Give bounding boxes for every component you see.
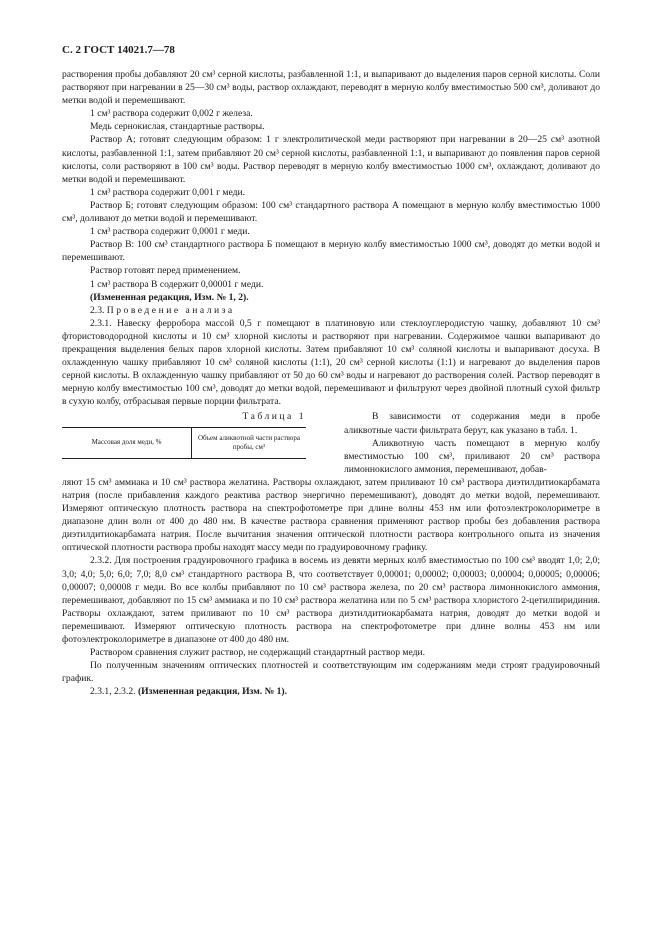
paragraph: В зависимости от содержания меди в пробе аликвотные части фильтрата берут, как указано в табл. 1.: [344, 411, 600, 436]
paragraph: Раствор В: 100 см³ стандартного раствора Б помещают в мерную колбу вместимостью 1000 см³, доводят до метки водой и перемешивают.: [62, 239, 600, 264]
document-page: [62, 44, 600, 699]
paragraph: 1 см³ раствора содержит 0,002 г железа.: [90, 108, 253, 120]
paragraph: 1 см³ раствора содержит 0,0001 г меди.: [90, 226, 250, 238]
body-text: [62, 68, 600, 699]
table-section: [62, 410, 600, 475]
side-text: [344, 410, 600, 475]
paragraph-2-3-1: 2.3.1. Навеску ферробора массой 0,5 г помещают в платиновую или стеклоуглеродистую чашку, добавляют 10 см³ фтористоводородной кислоты и 10 см³ хлорной кислоты и растворяют при нагревании. Содержимое чашки выпаривают до прекращения выделения белых паров хлорной кислоты. Затем прибавляют 10 см³ соляной кислоты и выпаривают досуха. В охлажденную чашку прибавляют 10 см³ соляной кислоты (1:1), 20 см³ серной кислоты (1:1) и нагревают до выделения паров серной кислоты. В охлажденную чашку прибавляют от 50 до 60 см³ воды и нагревают до растворения солей. Раствор переводят в мерную колбу вместимостью 100 см³, доводят до метки водой, перемешивают и фильтруют через двойной плотный сухой фильтр в сухую колбу, отбрасывая первые порции фильтрата.: [62, 317, 600, 408]
paragraph: растворения пробы добавляют 20 см³ серной кислоты, разбавленной 1:1, и выпаривают до выделения паров серной кислоты. Соли растворяют при нагревании в 25—30 см³ воды, раствор охлаждают, переводят в мерную колбу вместимостью 500 см³, доливают до метки водой и перемешивают.: [62, 69, 600, 107]
paragraph: Раствором сравнения служит раствор, не содержащий стандартный раствор меди.: [90, 647, 426, 659]
data-table: [62, 427, 306, 459]
paragraph: Раствор Б; готовят следующим образом: 100 см³ стандартного раствора А помещают в мерную колбу вместимостью 1000 см³, доливают до метки водой и перемешивают.: [62, 199, 600, 225]
amendment-note: (Измененная редакция, Изм. № 1, 2).: [90, 291, 249, 303]
paragraph: Раствор А; готовят следующим образом: 1 г электролитической меди растворяют при нагревании в 20—25 см³ азотной кислоты, разбавленной 1:1, затем прибавляют 20 см³ серной кислоты, разбавленной 1:1, и выпаривают до появления паров серной кислоты, соли растворяют в 100 см³ воды. Раствор переводят в мерную колбу вместимостью 1000 см³, охлаждают, доливают до метки водой и перемешивают.: [62, 134, 600, 185]
table-header-row: [62, 427, 306, 458]
table-caption: Таблица 1: [242, 411, 306, 423]
amendment-note: [62, 685, 600, 698]
table-header-cell: Массовая доля меди, %: [62, 427, 192, 458]
paragraph: 1 см³ раствора содержит 0,001 г меди.: [90, 186, 246, 198]
table-header-cell: Объем аликвотной части раствора пробы, см³: [192, 427, 307, 458]
paragraph: Раствор готовят перед применением.: [90, 265, 241, 277]
paragraph: 1 см³ раствора В содержит 0,00001 г меди.: [90, 278, 264, 290]
section-heading: [62, 304, 600, 317]
paragraph: ляют 15 см³ аммиака и 10 см³ раствора желатина. Растворы охлаждают, затем приливают 10 см³ раствора диэтилдитиокарбамата натрия (после прибавления каждого реактива раствор энергично перемешивают), доводят до метки водой, перемешивают. Измеряют оптическую плотность раствора на спектрофотометре при длине волны 453 нм или фотоэлектроколориметре в диапазоне длин волн от 400 до 480 нм. В качестве раствора сравнения применяют раствор пробы без добавления раствора диэтилдитиокарбамата натрия. После вычитания значения оптической плотности раствора контрольного опыта из значения оптической плотности раствора пробы находят массу меди по градуировочному графику.: [62, 476, 600, 554]
paragraph: Медь сернокислая, стандартные растворы.: [90, 121, 265, 133]
page-header: С. 2 ГОСТ 14021.7—78: [62, 44, 175, 56]
clause-reference: 2.3.1, 2.3.2.: [90, 686, 136, 698]
amendment-text: (Измененная редакция, Изм. № 1).: [137, 686, 288, 698]
paragraph: По полученным значениям оптических плотностей и соответствующим им содержаниям меди строят градуировочный график.: [62, 660, 600, 685]
paragraph: Аликвотную часть помещают в мерную колбу вместимостью 100 см³, приливают 20 см³ раствора лимоннокислого аммония, перемешивают, добав-: [344, 437, 600, 475]
paragraph-2-3-2: 2.3.2. Для построения градуировочного графика в восемь из девяти мерных колб вместимостью по 100 см³ вводят 1,0; 2,0; 3,0; 4,0; 5,0; 6,0; 7,0; 8,0 см³ стандартного раствора В, что соответствует 0,00001; 0,00002; 0,00003; 0,00004; 0,00005; 0,00006; 0,00007; 0,00008 г меди. Во все колбы прибавляют по 10 см³ раствора железа, по 20 см³ раствора лимоннокислого аммония, перемешивают, добавляют по 15 см³ аммиака и по 10 см³ раствора желатина или по 5 см³ раствора хлористого 2-цетилпиридиния. Растворы охлаждают, затем приливают по 10 см³ раствора диэтилдитиокарбамата натрия, доводят до метки водой и перемешивают. Измеряют оптическую плотность раствора на спектрофотометре при длине волны 453 нм или фотоэлектроколориметре в диапазоне от 400 до 480 нм.: [62, 555, 600, 646]
section-number: 2.3.: [90, 304, 105, 316]
table-1: [62, 410, 306, 458]
section-title: Проведение анализа: [106, 304, 235, 316]
